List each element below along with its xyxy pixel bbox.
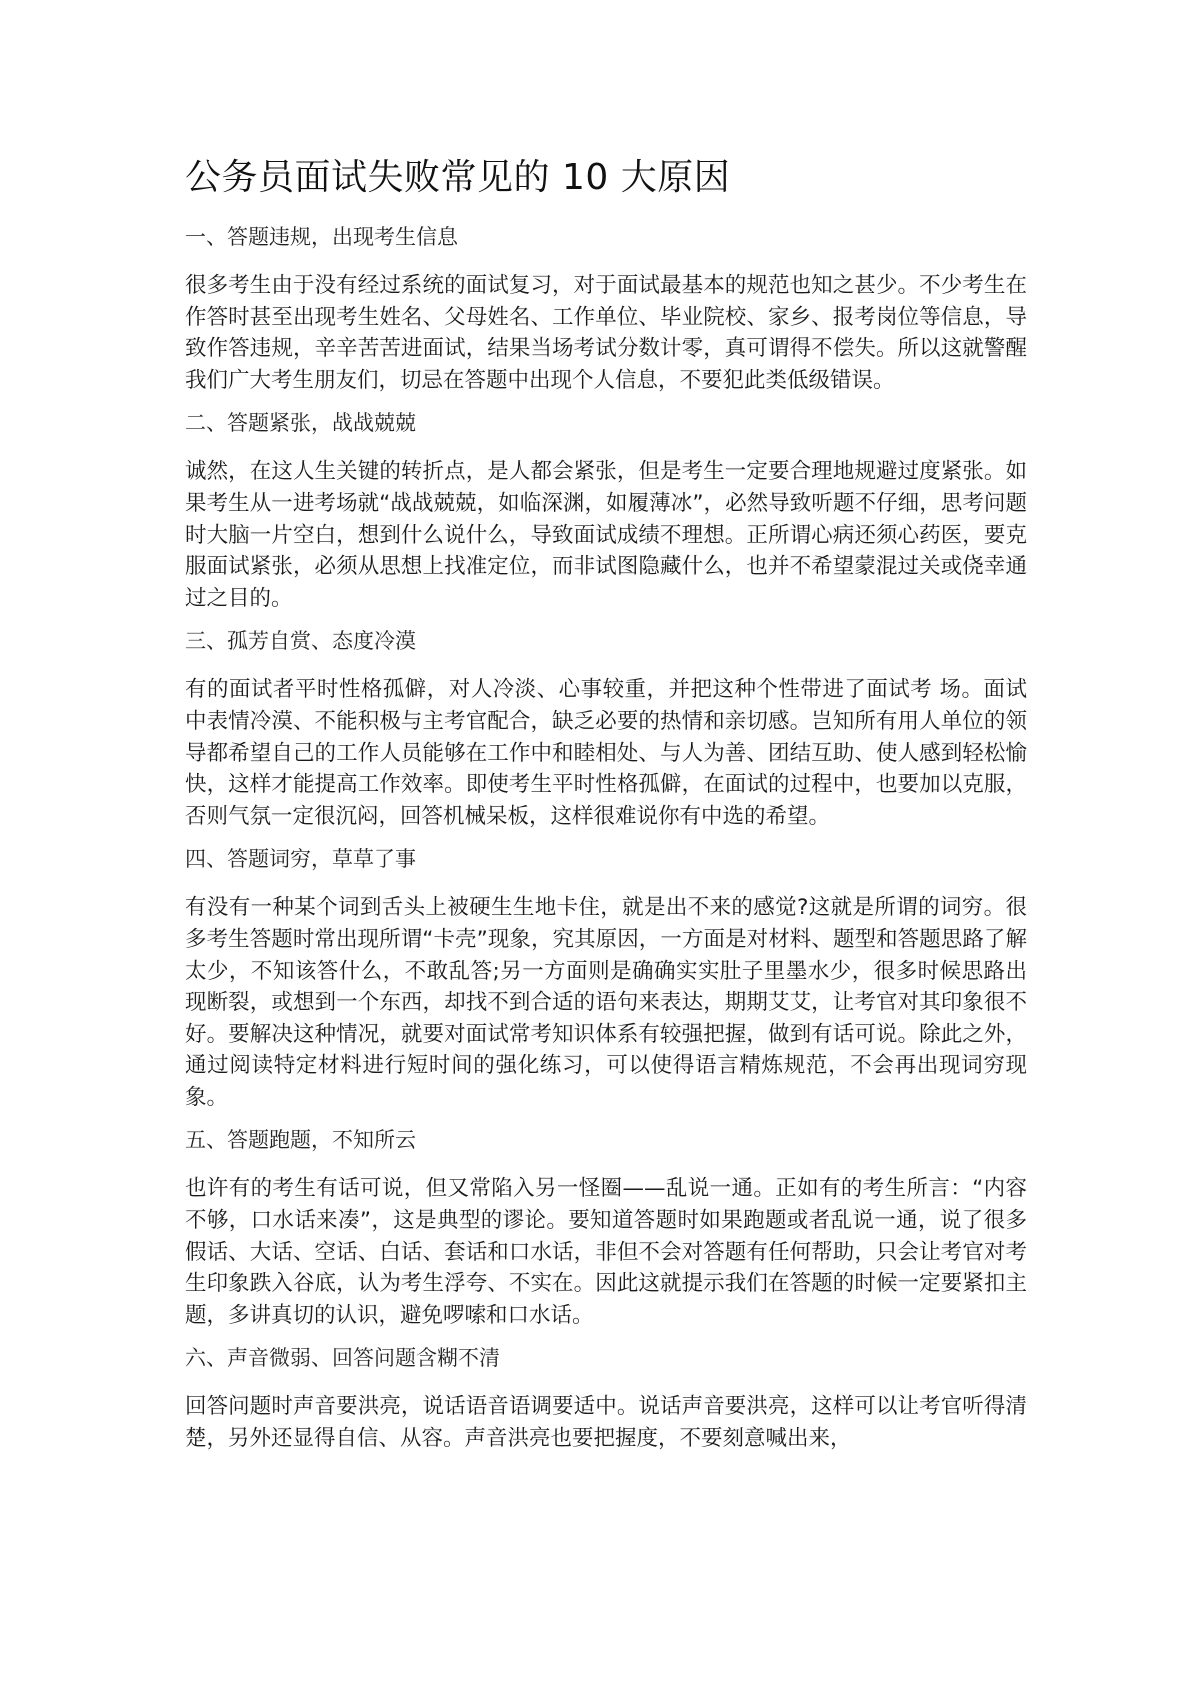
section-heading: 四、答题词穷，草草了事 [185,847,416,872]
section-body: 有的面试者平时性格孤僻，对人冷淡、心事较重，并把这种个性带进了面试考 场。面试中表情冷漠、不能积极与主考官配合，缺乏必要的热情和亲切感。岂知所有用人单位的领导都希望自己的工作人员能够在工作中和睦相处、与人为善、团结互助、使人感到轻松愉快，这样才能提高工作效率。即使考生平时性格孤僻，在面试的过程中，也要加以克服，否则气氛一定很沉闷，回答机械呆板，这样很难说你有中选的希望。 [185,677,1027,829]
section-body: 诚然，在这人生关键的转折点，是人都会紧张，但是考生一定要合理地规避过度紧张。如果考生从一进考场就“战战兢兢，如临深渊，如履薄冰”，必然导致听题不仔细，思考问题时大脑一片空白，想到什么说什么，导致面试成绩不理想。正所谓心病还须心药医，要克服面试紧张，必须从思想上找准定位，而非试图隐藏什么，也并不希望蒙混过关或侥幸通过之目的。 [185,459,1027,611]
section-heading: 三、孤芳自赏、态度冷漠 [185,629,416,654]
section-1 [185,220,1027,396]
section-5 [185,1123,1027,1331]
section-heading: 五、答题跑题，不知所云 [185,1128,416,1153]
section-heading: 一、答题违规，出现考生信息 [185,225,458,249]
section-heading: 六、声音微弱、回答问题含糊不清 [185,1346,500,1371]
section-heading: 二、答题紧张，战战兢兢 [185,411,416,436]
section-body: 回答问题时声音要洪亮，说话语音语调要适中。说话声音要洪亮，这样可以让考官听得清楚，另外还显得自信、从容。声音洪亮也要把握度，不要刻意喊出来， [185,1394,1027,1452]
document-page [185,150,1027,1465]
section-6 [185,1341,1027,1454]
section-body: 也许有的考生有话可说，但又常陷入另一怪圈——乱说一通。正如有的考生所言：“内容不够，口水话来凑”，这是典型的谬论。要知道答题时如果跑题或者乱说一通，说了很多假话、大话、空话、白话、套话和口水话，非但不会对答题有任何帮助，只会让考官对考生印象跌入谷底，认为考生浮夸、不实在。因此这就提示我们在答题的时候一定要紧扣主题，多讲真切的认识，避免啰嗦和口水话。 [185,1176,1027,1328]
section-3 [185,624,1027,832]
section-2 [185,406,1027,614]
section-body: 很多考生由于没有经过系统的面试复习，对于面试最基本的规范也知之甚少。不少考生在作答时甚至出现考生姓名、父母姓名、工作单位、毕业院校、家乡、报考岗位等信息，导致作答违规，辛辛苦苦进面试，结果当场考试分数计零，真可谓得不偿失。所以这就警醒我们广大考生朋友们，切忌在答题中出现个人信息，不要犯此类低级错误。 [185,273,1027,393]
section-4 [185,842,1027,1113]
section-body: 有没有一种某个词到舌头上被硬生生地卡住，就是出不来的感觉?这就是所谓的词穷。很多考生答题时常出现所谓“卡壳”现象，究其原因，一方面是对材料、题型和答题思路了解太少，不知该答什么，不敢乱答;另一方面则是确确实实肚子里墨水少，很多时候思路出现断裂，或想到一个东西，却找不到合适的语句来表达，期期艾艾，让考官对其印象很不好。要解决这种情况，就要对面试常考知识体系有较强把握，做到有话可说。除此之外，通过阅读特定材料进行短时间的强化练习，可以使得语言精炼规范，不会再出现词穷现象。 [185,895,1027,1110]
document-title: 公务员面试失败常见的 10 大原因 [185,157,731,198]
